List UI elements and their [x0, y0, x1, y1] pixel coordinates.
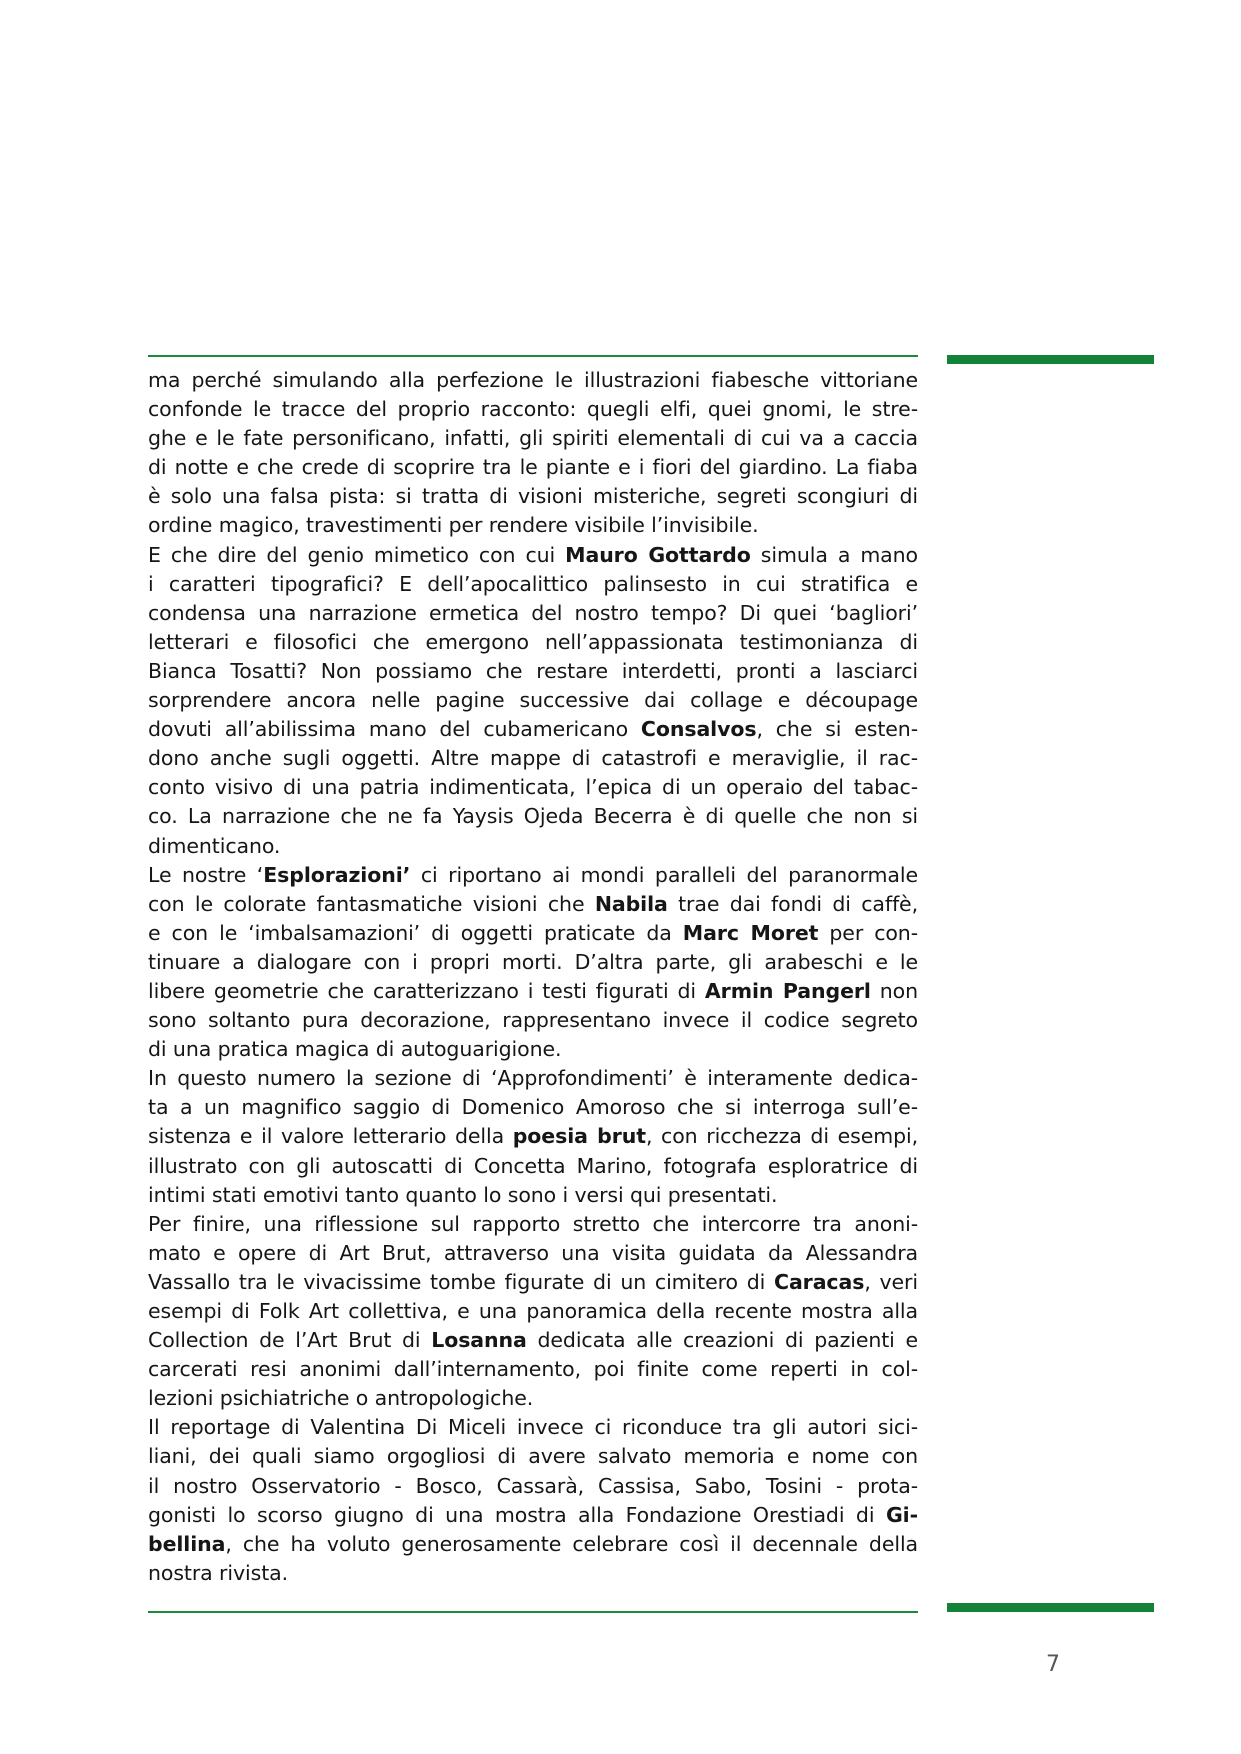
text-line [148, 1006, 918, 1035]
text-line [148, 1239, 918, 1268]
text-line [148, 1442, 918, 1471]
text-line [148, 686, 918, 715]
text-line [148, 977, 918, 1006]
text-line [148, 832, 918, 861]
bold-name: Esplorazioni’ [263, 862, 411, 887]
text-line [148, 541, 918, 570]
bold-name: Mauro Gottardo [565, 542, 751, 567]
text-line [148, 1268, 918, 1297]
text-run: è solo una falsa pista: si tratta di visioni misteriche, segreti scongiuri di [148, 484, 918, 509]
text-line [148, 1181, 918, 1210]
text-line [148, 890, 918, 919]
text-run: conto visivo di una patria indimenticata, l’epica di un operaio del tabac- [148, 775, 918, 800]
text-line [148, 482, 918, 511]
text-line [148, 453, 918, 482]
text-run: mato e opere di Art Brut, attraverso una visita guidata da Alessandra [148, 1240, 918, 1265]
text-run: lezioni psichiatriche o antropologiche. [148, 1386, 534, 1411]
text-run: ci riportano ai mondi paralleli del paranormale [410, 862, 918, 887]
text-line [148, 1384, 918, 1413]
bold-name: bellina [148, 1531, 226, 1556]
page-number: 7 [1046, 1652, 1060, 1677]
text-run: sono soltanto pura decorazione, rappresentano invece il codice segreto [148, 1008, 918, 1033]
paragraph [148, 1064, 918, 1209]
text-run: simula a mano [750, 542, 918, 567]
text-line [148, 1413, 918, 1442]
text-run: con le colorate fantasmatiche visioni che [148, 891, 595, 916]
text-run: In questo numero la sezione di ‘Approfondimenti’ è interamente dedica- [148, 1066, 918, 1091]
text-line [148, 1472, 918, 1501]
text-run: di una pratica magica di autoguarigione. [148, 1037, 562, 1062]
text-line [148, 1093, 918, 1122]
text-line [148, 1326, 918, 1355]
text-run: Bianca Tosatti? Non possiamo che restare interdetti, pronti a lasciarci [148, 658, 918, 683]
text-line [148, 715, 918, 744]
bold-name: Consalvos [640, 717, 757, 742]
text-run: letterari e filosofici che emergono nell’appassionata testimonianza di [148, 629, 918, 654]
text-line [148, 599, 918, 628]
article-body [148, 366, 918, 1588]
text-line [148, 744, 918, 773]
text-line [148, 424, 918, 453]
text-run: esempi di Folk Art collettiva, e una panoramica della recente mostra alla [148, 1299, 918, 1323]
text-run: nostra rivista. [148, 1560, 289, 1585]
text-line [148, 657, 918, 686]
text-run: dimenticano. [148, 833, 281, 858]
text-run: co. La narrazione che ne fa Yaysis Ojeda Becerra è di quelle che non si [148, 804, 918, 829]
bold-name: Armin Pangerl [704, 978, 871, 1003]
bold-name: Gi- [885, 1502, 918, 1527]
text-run: , con ricchezza di esempi, [645, 1124, 918, 1149]
text-run: carcerati resi anonimi dall’internamento, poi finite come reperti in col- [148, 1357, 918, 1382]
text-run: Il reportage di Valentina Di Miceli invece ci riconduce tra gli autori sici- [148, 1415, 918, 1440]
text-line [148, 1501, 918, 1530]
text-run: liani, dei quali siamo orgogliosi di avere salvato memoria e nome con [148, 1444, 918, 1469]
text-line [148, 1355, 918, 1384]
text-run: , che ha voluto generosamente celebrare così il decennale della [225, 1531, 918, 1556]
text-run: trae dai fondi di caffè, [667, 891, 918, 916]
text-run: i caratteri tipografici? E dell’apocalittico palinsesto in cui stratifica e [148, 571, 918, 596]
text-run: dedicata alle creazioni di pazienti e [526, 1328, 918, 1353]
text-run: Le nostre ‘ [148, 862, 264, 887]
text-run: gonisti lo scorso giugno di una mostra alla Fondazione Orestiadi di [148, 1502, 886, 1527]
text-run: di notte e che crede di scoprire tra le piante e i fiori del giardino. La fiaba [148, 455, 918, 480]
text-line [148, 773, 918, 802]
text-run: Collection de l’Art Brut di [148, 1328, 432, 1353]
text-run: , veri [864, 1269, 918, 1294]
text-line [148, 1152, 918, 1181]
text-run: , che si esten- [756, 717, 918, 742]
paragraph [148, 1413, 918, 1588]
text-run: Vassallo tra le vivacissime tombe figurate di un cimitero di [148, 1269, 774, 1294]
bold-name: poesia brut [512, 1124, 646, 1149]
text-run: E che dire del genio mimetico con cui [148, 542, 566, 567]
text-line [148, 366, 918, 395]
text-run: il nostro Osservatorio - Bosco, Cassarà, Cassisa, Sabo, Tosini - prota- [148, 1473, 918, 1498]
text-line [148, 861, 918, 890]
text-line [148, 948, 918, 977]
text-line [148, 395, 918, 424]
text-run: dono anche sugli oggetti. Altre mappe di catastrofi e meraviglie, il rac- [148, 746, 918, 771]
text-run: condensa una narrazione ermetica del nostro tempo? Di quei ‘bagliori’ [148, 600, 918, 625]
text-line [148, 1064, 918, 1093]
text-line [148, 570, 918, 599]
text-run: tinuare a dialogare con i propri morti. D’altra parte, gli arabeschi e le [148, 949, 918, 974]
text-run: intimi stati emotivi tanto quanto lo sono i versi qui presentati. [148, 1182, 778, 1207]
text-run: per con- [818, 920, 918, 945]
text-run: sistenza e il valore letterario della [148, 1124, 513, 1149]
text-run: sorprendere ancora nelle pagine successive dai collage e découpage [148, 688, 918, 713]
text-line [148, 1530, 918, 1559]
text-run: ta a un magnifico saggio di Domenico Amoroso che si interroga sull’e- [148, 1095, 918, 1120]
text-line [148, 1297, 918, 1326]
text-run: ghe e le fate personificano, infatti, gli spiriti elementali di cui va a caccia [148, 426, 918, 451]
bold-name: Marc Moret [682, 920, 819, 945]
bottom-accent-bar [947, 1603, 1154, 1612]
text-run: non [870, 978, 918, 1003]
bold-name: Caracas [774, 1269, 865, 1294]
text-line [148, 628, 918, 657]
text-run: ma perché simulando alla perfezione le illustrazioni fiabesche vittoriane [148, 368, 918, 392]
paragraph [148, 366, 918, 541]
text-line [148, 1122, 918, 1151]
text-run: confonde le tracce del proprio racconto: quegli elfi, quei gnomi, le stre- [148, 397, 918, 422]
text-run: ordine magico, travestimenti per rendere visibile l’invisibile. [148, 513, 759, 538]
top-rule [148, 355, 918, 357]
text-line [148, 802, 918, 831]
text-line [148, 1559, 918, 1588]
bold-name: Nabila [594, 891, 668, 916]
text-run: illustrato con gli autoscatti di Concetta Marino, fotografa esploratrice di [148, 1153, 918, 1178]
bottom-rule [148, 1611, 918, 1613]
bold-name: Losanna [431, 1328, 527, 1353]
top-accent-bar [947, 355, 1154, 364]
text-run: Per finire, una riflessione sul rapporto stretto che intercorre tra anoni- [148, 1211, 918, 1236]
text-run: e con le ‘imbalsamazioni’ di oggetti praticate da [148, 920, 683, 945]
text-line [148, 919, 918, 948]
paragraph [148, 1210, 918, 1414]
text-line [148, 1210, 918, 1239]
text-line [148, 511, 918, 540]
text-run: libere geometrie che caratterizzano i testi figurati di [148, 978, 705, 1003]
text-run: dovuti all’abilissima mano del cubamericano [148, 717, 641, 742]
text-line [148, 1035, 918, 1064]
paragraph [148, 861, 918, 1065]
paragraph [148, 541, 918, 861]
